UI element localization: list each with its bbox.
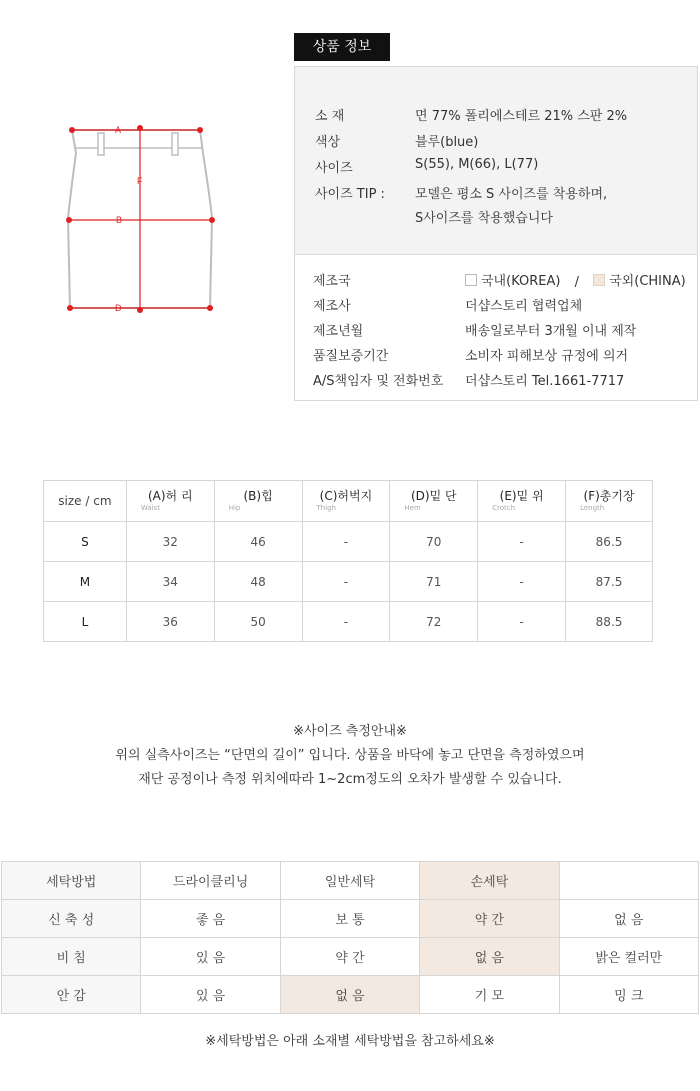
care-cell: 있 음: [141, 938, 280, 976]
belt-loop-right: [172, 133, 178, 155]
care-row-lining: [2, 976, 699, 1014]
origin-domestic-label: 국내(KOREA): [481, 274, 561, 289]
care-cell-selected: 없 음: [280, 976, 419, 1014]
origin-option-domestic: [465, 270, 560, 289]
table-row: [44, 602, 653, 642]
detail-key: 제조사: [313, 299, 351, 314]
care-cell: 기 모: [420, 976, 559, 1014]
size-cell: 36: [126, 602, 214, 642]
size-cell: -: [302, 522, 390, 562]
table-row: [44, 522, 653, 562]
care-row-sheerness: [2, 938, 699, 976]
care-cell: 밍 크: [559, 976, 698, 1014]
spec-value: 모델은 평소 S 사이즈를 착용하며,: [415, 187, 608, 202]
origin-option-foreign: [593, 270, 686, 289]
size-cell: -: [302, 602, 390, 642]
measure-note-title: ※사이즈 측정안내※: [293, 724, 407, 739]
measure-dot-d-right: [207, 305, 213, 311]
care-cell-selected: 없 음: [420, 938, 559, 976]
size-cell: 72: [390, 602, 478, 642]
size-cell: 88.5: [566, 602, 653, 642]
measure-dot-b-left: [66, 217, 72, 223]
skirt-measurement-diagram: [60, 118, 225, 323]
spec-key: 사이즈 TIP :: [315, 187, 385, 202]
size-col-header: (A)허 리 Waist: [126, 481, 214, 522]
care-row-label: 신 축 성: [2, 900, 141, 938]
size-cell: 46: [214, 522, 302, 562]
measure-dot-f-bottom: [137, 307, 143, 313]
spec-value: 면 77% 폴리에스테르 21% 스판 2%: [415, 109, 628, 124]
care-cell: [559, 862, 698, 900]
detail-value: 더샵스토리 Tel.1661-7717: [465, 374, 625, 389]
care-cell: 좋 음: [141, 900, 280, 938]
size-cell: 87.5: [566, 562, 653, 602]
spec-value: S사이즈를 착용했습니다: [415, 211, 553, 226]
belt-loop-left: [98, 133, 104, 155]
detail-key: 제조년월: [313, 324, 364, 339]
measure-dot-d-left: [67, 305, 73, 311]
care-cell: 있 음: [141, 976, 280, 1014]
checkbox-icon: [465, 274, 477, 286]
size-table-header: [44, 481, 653, 522]
spec-value: 블루(blue): [415, 135, 479, 150]
product-info-title: 상품 정보: [294, 33, 390, 61]
size-cell: 86.5: [566, 522, 653, 562]
measure-dot-a-left: [69, 127, 75, 133]
spec-value: S(55), M(66), L(77): [415, 157, 539, 172]
measure-label-f: F: [137, 176, 143, 186]
detail-value: 배송일로부터 3개월 이내 제작: [465, 324, 637, 339]
care-cell: 밝은 컬러만: [559, 938, 698, 976]
care-cell-selected: 손세탁: [420, 862, 559, 900]
measure-label-d: D: [115, 303, 122, 313]
measure-dot-a-right: [197, 127, 203, 133]
size-row-label: M: [44, 562, 127, 602]
size-row-label: S: [44, 522, 127, 562]
size-cell: 50: [214, 602, 302, 642]
care-note: ※세탁방법은 아래 소재별 세탁방법을 참고하세요※: [205, 1034, 495, 1049]
detail-key: 품질보증기간: [313, 349, 389, 364]
size-table-corner: size / cm: [44, 481, 127, 522]
size-cell: 34: [126, 562, 214, 602]
origin-slash: /: [574, 274, 579, 290]
manufacture-info-box: [294, 255, 698, 401]
checkbox-checked-icon: [593, 274, 605, 286]
spec-key: 사이즈: [315, 161, 353, 176]
care-row-wash: [2, 862, 699, 900]
size-col-header: (E)밑 위 Crotch: [478, 481, 566, 522]
measure-dot-f-top: [137, 125, 143, 131]
size-cell: 71: [390, 562, 478, 602]
detail-key: 제조국: [313, 274, 351, 289]
origin-foreign-label: 국외(CHINA): [609, 274, 686, 289]
care-cell: 드라이클리닝: [141, 862, 280, 900]
care-row-stretch: [2, 900, 699, 938]
product-spec-box: [294, 66, 698, 255]
measure-dot-b-right: [209, 217, 215, 223]
detail-value: 더샵스토리 협력업체: [465, 299, 583, 314]
care-row-label: 안 감: [2, 976, 141, 1014]
care-row-label: 세탁방법: [2, 862, 141, 900]
table-row: [44, 562, 653, 602]
size-cell: 70: [390, 522, 478, 562]
size-table: [43, 480, 653, 642]
measure-note: [0, 720, 700, 792]
size-row-label: L: [44, 602, 127, 642]
size-cell: 48: [214, 562, 302, 602]
care-cell: 보 통: [280, 900, 419, 938]
spec-key: 소 재: [315, 109, 345, 124]
size-cell: -: [478, 522, 566, 562]
care-table: [1, 861, 699, 1014]
care-cell-selected: 약 간: [420, 900, 559, 938]
size-cell: -: [478, 602, 566, 642]
care-cell: 없 음: [559, 900, 698, 938]
care-cell: 약 간: [280, 938, 419, 976]
measure-note-line: 위의 실측사이즈는 “단면의 길이” 입니다. 상품을 바닥에 놓고 단면을 측정하였으며: [115, 748, 585, 763]
measure-label-b: B: [116, 215, 123, 225]
size-col-header: (D)밑 단 Hem: [390, 481, 478, 522]
size-cell: -: [302, 562, 390, 602]
care-row-label: 비 침: [2, 938, 141, 976]
measure-note-line: 재단 공정이나 측정 위치에따라 1~2cm정도의 오차가 발생할 수 있습니다.: [138, 772, 562, 787]
size-cell: -: [478, 562, 566, 602]
care-cell: 일반세탁: [280, 862, 419, 900]
origin-options: [465, 270, 686, 290]
size-col-header: (F)총기장 Length: [566, 481, 653, 522]
size-col-header: (B)힙 Hip: [214, 481, 302, 522]
measure-label-a: A: [115, 125, 122, 135]
spec-key: 색상: [315, 135, 341, 150]
detail-key: A/S책임자 및 전화번호: [313, 374, 444, 389]
detail-value: 소비자 피해보상 규정에 의거: [465, 349, 629, 364]
size-cell: 32: [126, 522, 214, 562]
size-col-header: (C)허벅지 Thigh: [302, 481, 390, 522]
